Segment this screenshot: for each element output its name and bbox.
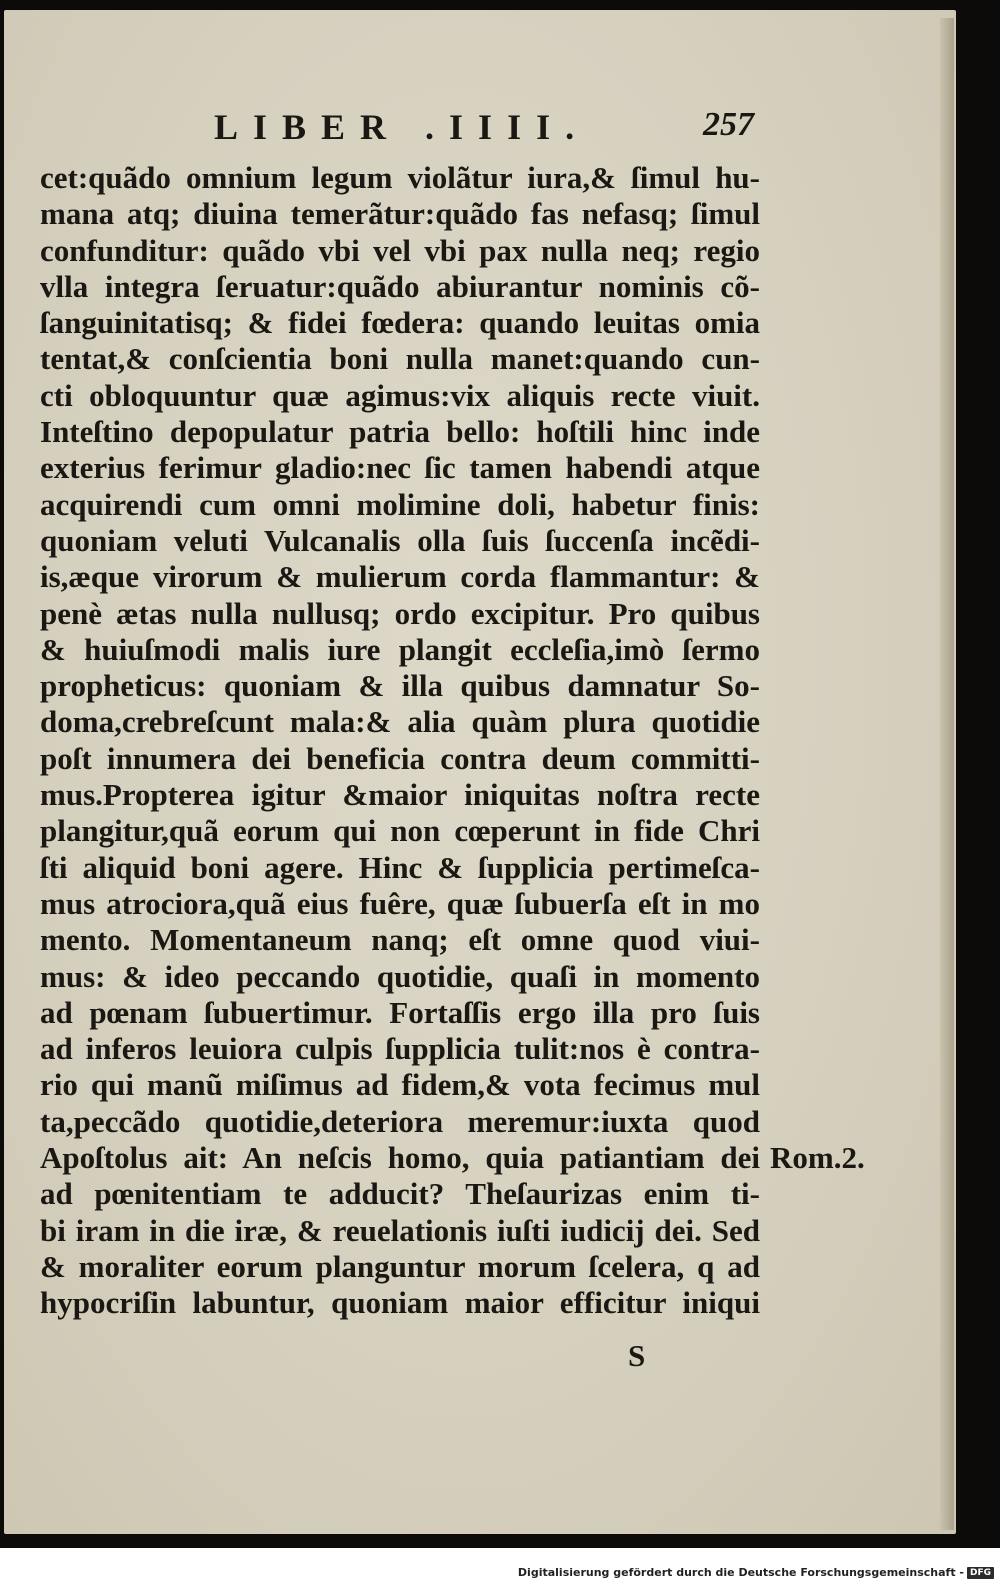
text-line: mus: & ideo peccando quotidie, quaſi in momento: [40, 958, 760, 994]
page-header: [214, 106, 754, 152]
dfg-logo: DFG: [967, 1567, 994, 1579]
text-line: plangitur,quã eorum qui non cœperunt in fide Chri: [40, 813, 760, 849]
text-line: Apoſtolus ait: An neſcis homo, quia patiantiam dei: [40, 1140, 760, 1176]
text-line: poſt innumera dei beneficia contra deum committi-: [40, 740, 760, 776]
page-number: 257: [703, 106, 754, 143]
text-line: bi iram in die iræ, & reuelationis iuſti iudicij dei. Sed: [40, 1212, 760, 1248]
text-line: ad pœnitentiam te adducit? Theſaurizas enim ti-: [40, 1176, 760, 1212]
text-line: propheticus: quoniam & illa quibus damnatur So-: [40, 668, 760, 704]
body-text: [40, 160, 760, 1322]
text-line: & huiuſmodi malis iure plangit eccleſia,imò ſermo: [40, 631, 760, 667]
text-line: ad inferos leuiora culpis ſupplicia tulit:nos è contra-: [40, 1031, 760, 1067]
text-line: ſanguinitatisq; & fidei fœdera: quando leuitas omia: [40, 305, 760, 341]
text-line: exterius ferimur gladio:nec ſic tamen habendi atque: [40, 450, 760, 486]
signature-mark: S: [628, 1338, 646, 1373]
text-line: is,æque virorum & mulierum corda flammantur: &: [40, 559, 760, 595]
text-line: mus.Propterea igitur &maior iniquitas noſtra recte: [40, 777, 760, 813]
text-line: tentat,& conſcientia boni nulla manet:quando cun-: [40, 341, 760, 377]
text-line: hypocriſin labuntur, quoniam maior efficitur iniqui: [40, 1285, 760, 1321]
text-line: quoniam veluti Vulcanalis olla ſuis ſuccenſa incẽdi-: [40, 522, 760, 558]
text-line: ta,peccãdo quotidie,deteriora meremur:iuxta quod: [40, 1103, 760, 1139]
text-line: acquirendi cum omni molimine doli, habetur finis:: [40, 486, 760, 522]
text-line: mento. Momentaneum nanq; eſt omne quod viui-: [40, 922, 760, 958]
text-line: cti obloquuntur quæ agimus:vix aliquis recte viuit.: [40, 377, 760, 413]
text-line: ſti aliquid boni agere. Hinc & ſupplicia pertimeſca-: [40, 849, 760, 885]
text-line: Inteſtino depopulatur patria bello: hoſtili hinc inde: [40, 414, 760, 450]
text-line: ad pœnam ſubuertimur. Fortaſſis ergo illa pro ſuis: [40, 994, 760, 1030]
text-line: confunditur: quãdo vbi vel vbi pax nulla neq; regio: [40, 232, 760, 268]
running-head: LIBER .IIII.: [214, 107, 590, 147]
credit-text: Digitalisierung gefördert durch die Deutsche Forschungsgemeinschaft -: [517, 1566, 964, 1579]
text-line: mana atq; diuina temerãtur:quãdo fas nefasq; ſimul: [40, 196, 760, 232]
text-line: & moraliter eorum planguntur morum ſcelera, q ad: [40, 1248, 760, 1284]
digitization-credit: [518, 1566, 994, 1579]
page-edge: [940, 18, 954, 1530]
marginal-note: Rom.2.: [770, 1140, 865, 1175]
text-line: cet:quãdo omnium legum violãtur iura,& ſimul hu-: [40, 160, 760, 195]
text-line: doma,crebreſcunt mala:& alia quàm plura quotidie: [40, 704, 760, 740]
text-line: rio qui manũ miſimus ad fidem,& vota fecimus mul: [40, 1067, 760, 1103]
text-line: vlla integra ſeruatur:quãdo abiurantur nominis cõ-: [40, 268, 760, 304]
text-line: penè ætas nulla nullusq; ordo excipitur. Pro quibus: [40, 595, 760, 631]
text-line: mus atrociora,quã eius fuêre, quæ ſubuerſa eſt in mo: [40, 885, 760, 921]
